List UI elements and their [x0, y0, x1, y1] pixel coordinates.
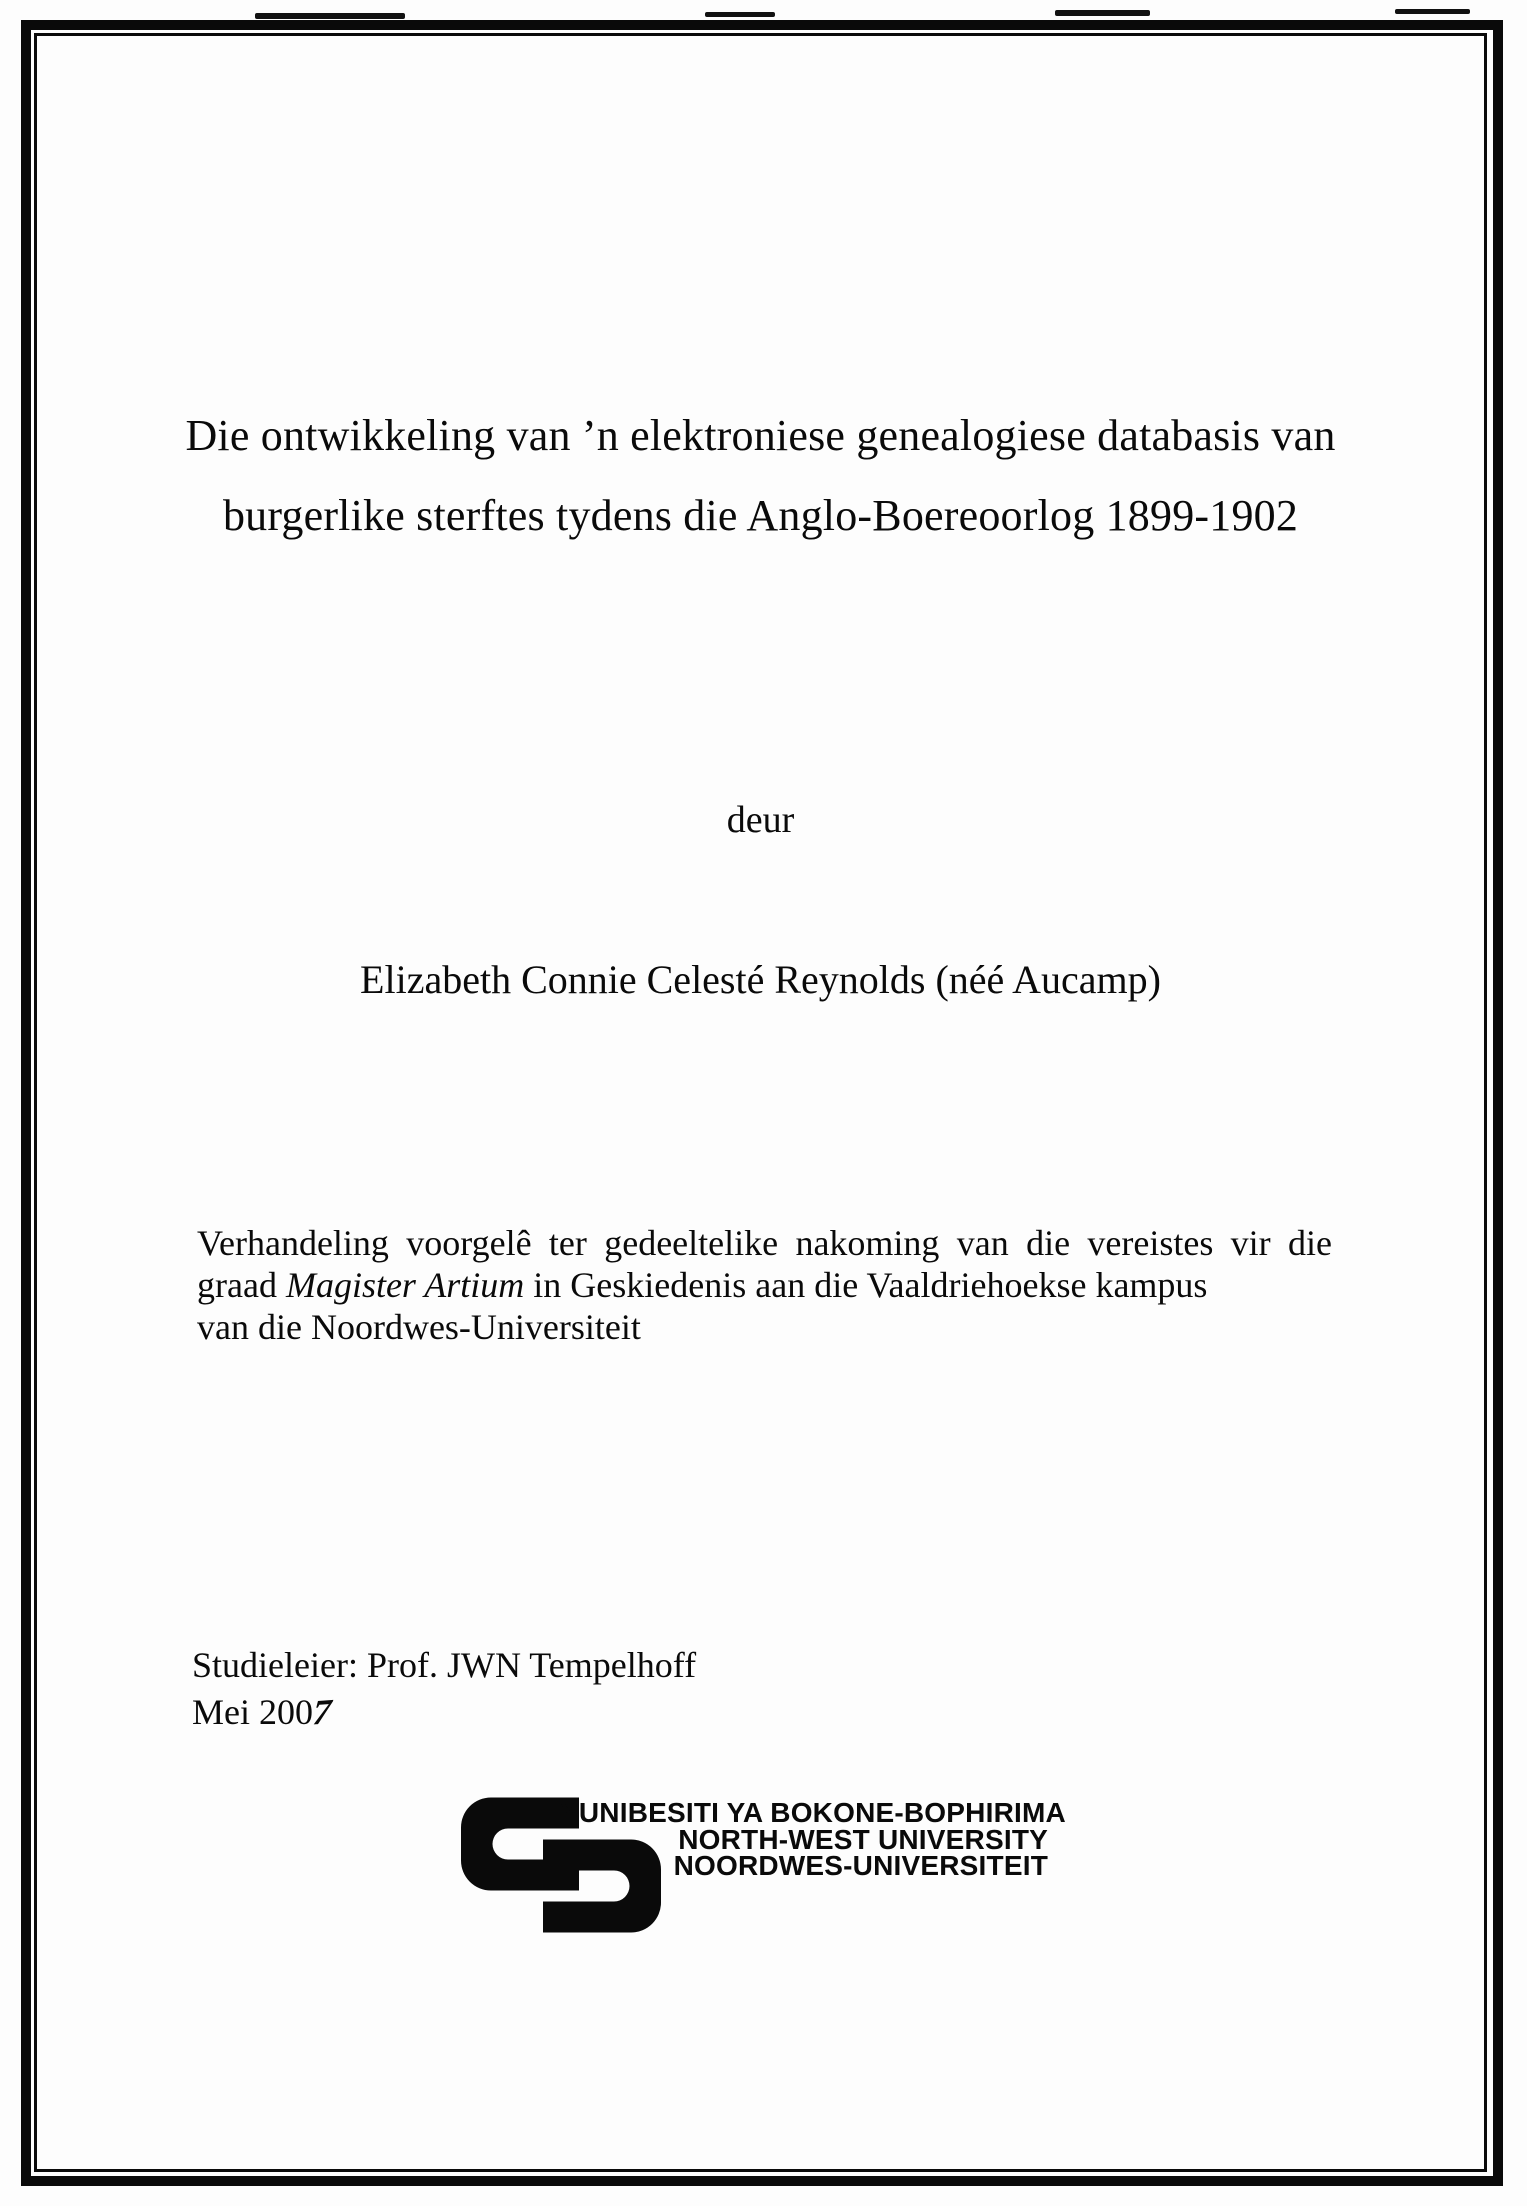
date-prefix: Mei 200: [192, 1692, 313, 1732]
degree-statement-line2-suffix: in Geskiedenis aan die Vaaldriehoekse kampus: [524, 1265, 1208, 1305]
scan-artifact: [1395, 9, 1470, 14]
scan-artifact: [705, 12, 775, 17]
supervisor-and-date: [192, 1642, 696, 1736]
university-name-afrikaans: NOORDWES-UNIVERSITEIT: [673, 1850, 1048, 1881]
scan-artifact: [255, 13, 405, 19]
university-name-english: NORTH-WEST UNIVERSITY: [678, 1823, 1048, 1855]
thesis-title-line1: Die ontwikkeling van ’n elektroniese genealogiese databasis van: [185, 411, 1336, 460]
date-line: [192, 1689, 696, 1736]
university-name-block: [560, 1797, 1066, 1881]
university-name-setswana: YUNIBESITI YA BOKONE-BOPHIRIMA: [560, 1797, 1066, 1828]
degree-statement-line2-prefix: graad: [197, 1265, 286, 1305]
date-last-digit: 7: [307, 1691, 337, 1733]
degree-statement-line2: [197, 1264, 1332, 1306]
degree-statement-line3: van die Noordwes-Universiteit: [197, 1307, 641, 1347]
supervisor-line: Studieleier: Prof. JWN Tempelhoff: [192, 1645, 697, 1685]
degree-name-italic: Magister Artium: [285, 1265, 525, 1305]
author-name: Elizabeth Connie Celesté Reynolds (néé Aucamp): [360, 957, 1161, 1002]
byline-deur: deur: [726, 799, 795, 841]
degree-statement: [197, 1222, 1332, 1348]
thesis-title: [37, 396, 1484, 556]
scan-artifact: [1055, 10, 1150, 16]
degree-statement-line1: Verhandeling voorgelê ter gedeeltelike nakoming van die vereistes vir die: [197, 1223, 1332, 1263]
thesis-title-line2: burgerlike sterftes tydens die Anglo-Boereoorlog 1899-1902: [222, 491, 1299, 540]
